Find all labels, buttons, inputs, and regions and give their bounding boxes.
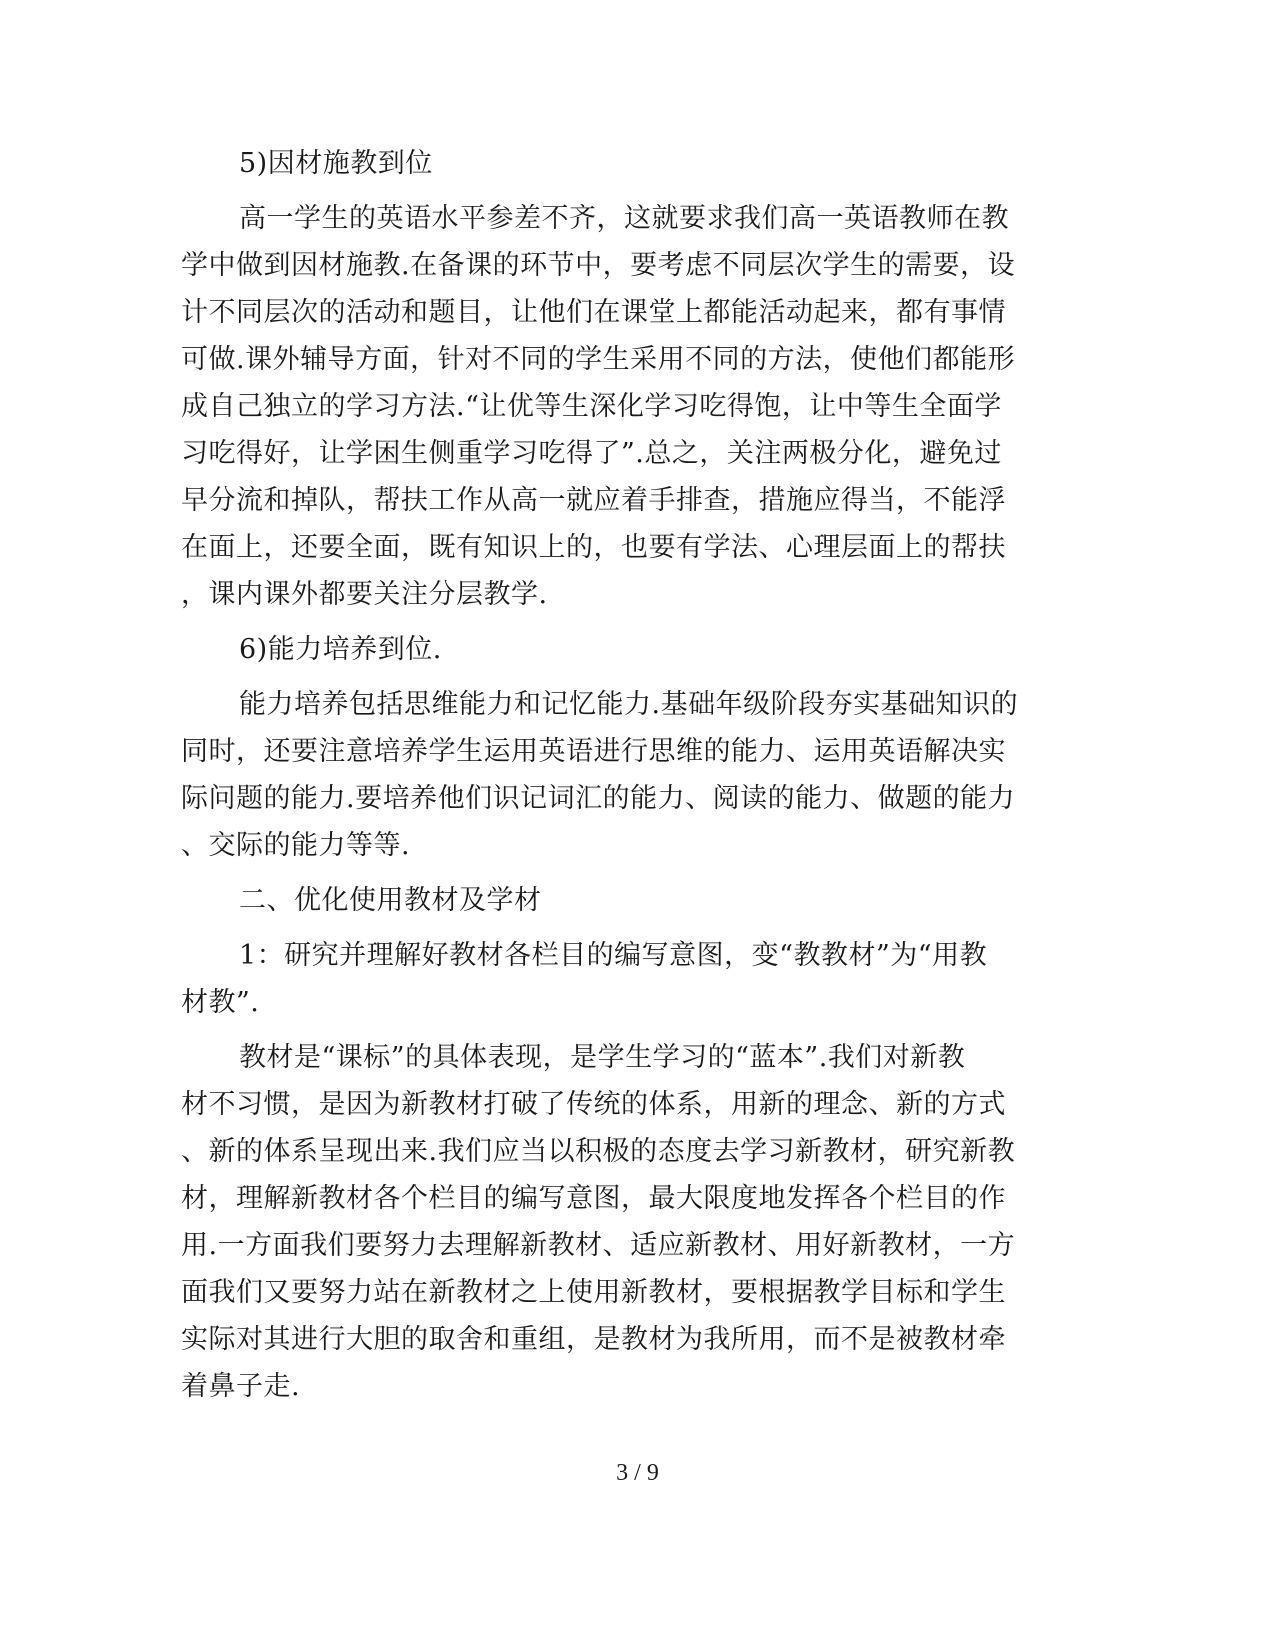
subsection-heading (181, 932, 1036, 1026)
section-heading (181, 877, 1036, 924)
text-line: 着鼻子走. (181, 1371, 301, 1402)
text-line: 1：研究并理解好教材各栏目的编写意图，变“教教材”为“用教 (239, 940, 988, 971)
heading-paragraph (181, 626, 1036, 673)
text-line: 际问题的能力.要培养他们识记词汇的能力、阅读的能力、做题的能力 (181, 783, 1016, 814)
body-paragraph (181, 1034, 1036, 1410)
text-line: 可做.课外辅导方面，针对不同的学生采用不同的方法，使他们都能形 (181, 344, 1016, 375)
text-line: 早分流和掉队，帮扶工作从高一就应着手排查，措施应得当，不能浮 (181, 485, 1006, 516)
text-line: 材教”. (181, 987, 260, 1018)
page-number: 3 / 9 (616, 1460, 659, 1486)
heading-paragraph (181, 140, 1036, 187)
text-line: 、交际的能力等等. (181, 830, 411, 861)
text-line: 面我们又要努力站在新教材之上使用新教材，要根据教学目标和学生 (181, 1277, 1006, 1308)
text-line: 能力培养包括思维能力和记忆能力.基础年级阶段夯实基础知识的 (239, 689, 1019, 720)
text-line: 计不同层次的活动和题目，让他们在课堂上都能活动起来，都有事情 (181, 297, 1006, 328)
text-line: 学中做到因材施教.在备课的环节中，要考虑不同层次学生的需要，设 (181, 250, 1016, 281)
text-line: 同时，还要注意培养学生运用英语进行思维的能力、运用英语解决实 (181, 736, 1006, 767)
text-line: 二、优化使用教材及学材 (239, 885, 542, 916)
text-line: 在面上，还要全面，既有知识上的，也要有学法、心理层面上的帮扶 (181, 532, 1006, 563)
text-line: 材，理解新教材各个栏目的编写意图，最大限度地发挥各个栏目的作 (181, 1183, 1006, 1214)
text-line: 用.一方面我们要努力去理解新教材、适应新教材、用好新教材，一方 (181, 1230, 1016, 1261)
text-line: 教材是“课标”的具体表现，是学生学习的“蓝本”.我们对新教 (239, 1042, 966, 1073)
text-line: 高一学生的英语水平参差不齐，这就要求我们高一英语教师在教 (239, 203, 1009, 234)
text-line: ，课内课外都要关注分层教学. (181, 579, 548, 610)
body-paragraph (181, 681, 1036, 869)
text-line: 5)因材施教到位 (239, 148, 433, 179)
text-line: 材不习惯，是因为新教材打破了传统的体系，用新的理念、新的方式 (181, 1089, 1006, 1120)
text-line: 成自己独立的学习方法.“让优等生深化学习吃得饱，让中等生全面学 (181, 391, 1002, 422)
body-paragraph (181, 195, 1036, 618)
body-text (181, 140, 1036, 1410)
text-line: 6)能力培养到位. (239, 634, 442, 665)
text-line: 习吃得好，让学困生侧重学习吃得了”.总之，关注两极分化，避免过 (181, 438, 1002, 469)
text-line: 实际对其进行大胆的取舍和重组，是教材为我所用，而不是被教材牵 (181, 1324, 1006, 1355)
text-line: 、新的体系呈现出来.我们应当以积极的态度去学习新教材，研究新教 (181, 1136, 1016, 1167)
